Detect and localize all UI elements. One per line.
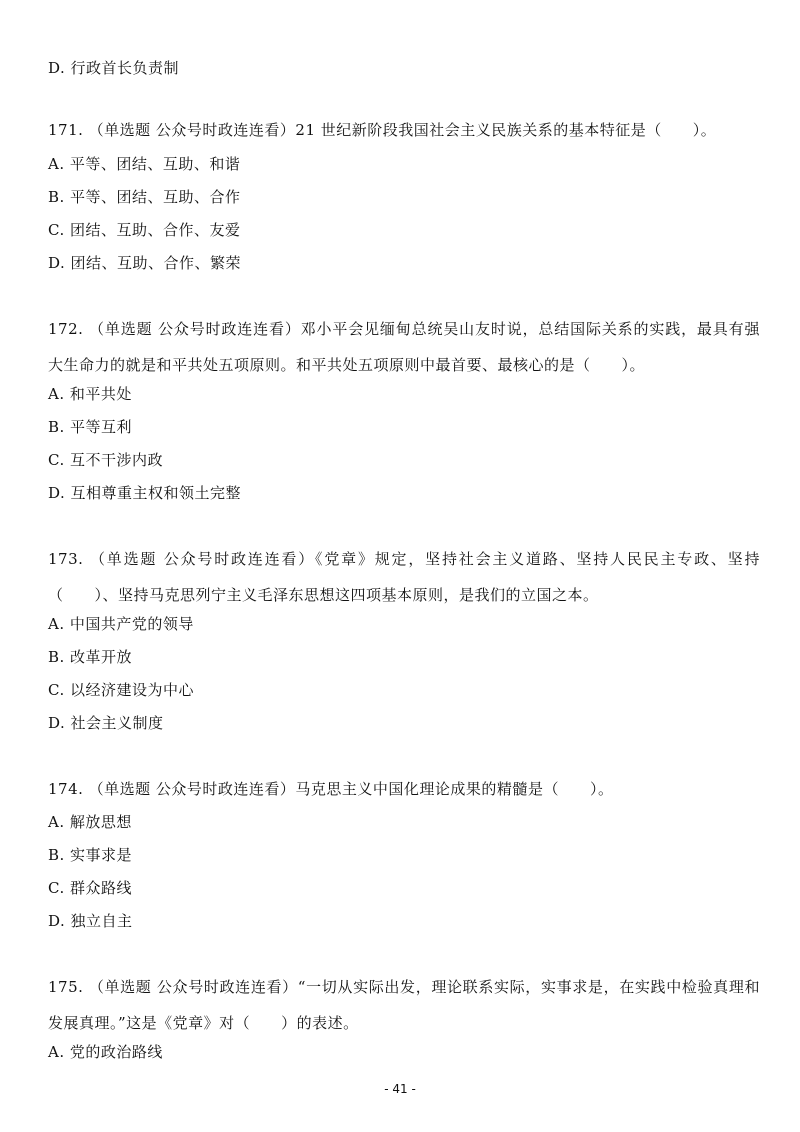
question-174-option-b: B. 实事求是 — [48, 846, 133, 864]
question-172-option-b: B. 平等互利 — [48, 418, 133, 436]
question-172-option-c: C. 互不干涉内政 — [48, 451, 163, 469]
question-171-option-c: C. 团结、互助、合作、友爱 — [48, 221, 241, 239]
option-d-prev-question: D. 行政首长负责制 — [48, 59, 180, 77]
question-174-option-d: D. 独立自主 — [48, 912, 133, 930]
question-172-stem: 172. （单选题 公众号时政连连看）邓小平会见缅甸总统吴山友时说，总结国际关系的实践，最具有强大生命力的就是和平共处五项原则。和平共处五项原则中最首要、最核心的是（ ）。 — [48, 320, 760, 374]
question-174-stem: 174. （单选题 公众号时政连连看）马克思主义中国化理论成果的精髓是（ ）。 — [48, 780, 614, 798]
question-175-option-a: A. 党的政治路线 — [48, 1043, 163, 1061]
question-173-option-c: C. 以经济建设为中心 — [48, 681, 194, 699]
question-173-option-a: A. 中国共产党的领导 — [48, 615, 194, 633]
question-173-option-b: B. 改革开放 — [48, 648, 133, 666]
question-171-option-a: A. 平等、团结、互助、和谐 — [48, 155, 241, 173]
question-171-stem: 171. （单选题 公众号时政连连看）21 世纪新阶段我国社会主义民族关系的基本特征是（ ）。 — [48, 121, 717, 139]
page-number: - 41 - — [384, 1082, 416, 1096]
question-174-option-c: C. 群众路线 — [48, 879, 132, 897]
question-173-stem: 173. （单选题 公众号时政连连看）《党章》规定，坚持社会主义道路、坚持人民民主专政、坚持（ ）、坚持马克思列宁主义毛泽东思想这四项基本原则，是我们的立国之本。 — [48, 550, 760, 604]
question-171-option-b: B. 平等、团结、互助、合作 — [48, 188, 241, 206]
question-173-option-d: D. 社会主义制度 — [48, 714, 164, 732]
question-172-option-d: D. 互相尊重主权和领土完整 — [48, 484, 242, 502]
question-171-option-d: D. 团结、互助、合作、繁荣 — [48, 254, 242, 272]
question-172-option-a: A. 和平共处 — [48, 385, 132, 403]
question-175-stem: 175. （单选题 公众号时政连连看）“一切从实际出发，理论联系实际，实事求是，在实践中检验真理和发展真理。”这是《党章》对（ ）的表述。 — [48, 978, 760, 1032]
question-174-option-a: A. 解放思想 — [48, 813, 132, 831]
